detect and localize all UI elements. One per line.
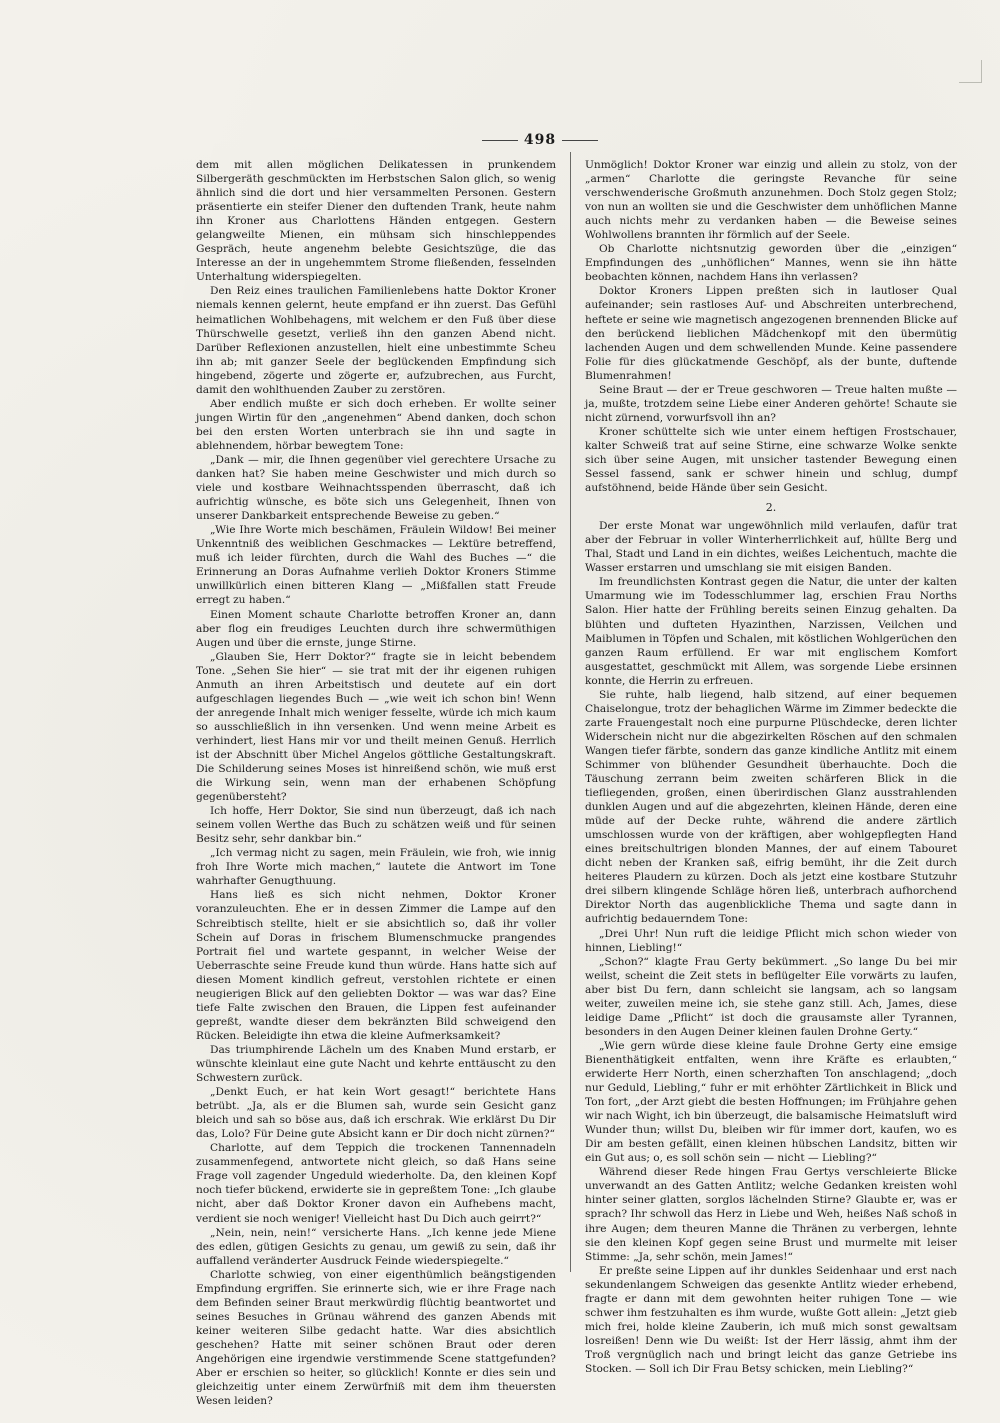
paragraph: Während dieser Rede hingen Frau Gertys verschleierte Blicke unverwandt an des Gatten Antlitz; welche Gedanken kreisten wohl hinter seiner glatten, sorglos lächelnden Stirne? Glaubte er, was er sprach? Ihr schwoll das Herz in Liebe und Weh, heißes Naß schoß in ihre Augen; dem theuren Manne die Thränen zu verbergen, lehnte sie den kleinen Kopf gegen seine Brust und murmelte mit leiser Stimme: „Ja, sehr schön, mein James!“: [585, 1166, 957, 1263]
paragraph: Er preßte seine Lippen auf ihr dunkles Seidenhaar und erst nach sekundenlangem Schweigen das gesenkte Antlitz wieder erhebend, fragte er dann mit dem gewohnten heiter ruhigen Tone — wie schwer ihm festzuhalten es ihm wurde, wußte Gott allein: „Jetzt gieb mich frei, holde kleine Zauberin, ich muß mich sonst gewaltsam losreißen! Denn wie Du weißt: Ist der Herr lässig, ahmt ihm der Troß vergnüglich nach und bringt leicht das ganze Getriebe ins Stocken. — Soll ich Dir Frau Betsy schicken, mein Liebling?“: [585, 1264, 957, 1375]
left-column: [196, 158, 556, 1408]
paragraph: Doktor Kroners Lippen preßten sich in lautloser Qual aufeinander; sein rastloses Auf- und Abschreiten unterbrechend, heftete er seine wie magnetisch angezogenen brennenden Blicke auf den berückend lieblichen Mädchenkopf mit den übermütig lachenden Augen und dem schwellenden Munde. Keine passendere Folie für dies glückatmende Geschöpf, als der bunte, duftende Blumenrahmen!: [585, 285, 957, 382]
paragraph: „Wie Ihre Worte mich beschämen, Fräulein Wildow! Bei meiner Unkenntniß des weiblichen Geschmackes — Lektüre betreffend, muß ich leider fürchten, durch die Wahl des Buches —“ die Erinnerung an Doras Aufnahme verlieh Doktor Kroners Stimme unwillkürlich einen bitteren Klang — „Mißfallen statt Freude erregt zu haben.“: [196, 524, 556, 607]
paragraph: „Nein, nein, nein!“ versicherte Hans. „Ich kenne jede Miene des edlen, gütigen Gesichts zu genau, um gewiß zu sein, daß ihr auffallend veränderter Ausdruck Feinde wiederspiegelte.“: [196, 1226, 556, 1267]
header-rule-left: [482, 140, 518, 141]
paragraph: Seine Braut — der er Treue geschworen — Treue halten mußte — ja, mußte, trotzdem seine Liebe einer Anderen gehörte! Schaute sie nicht zürnend, vorwurfsvoll ihn an?: [585, 383, 957, 424]
paragraph: „Wie gern würde diese kleine faule Drohne Gerty eine emsige Bienenthätigkeit entfalten, wenn ihre Kräfte es erlaubten,“ erwiderte Herr North, einen scherzhaften Ton anschlagend; „doch nur Geduld, Liebling,“ fuhr er mit erhöhter Zärtlichkeit in Blick und Ton fort, „der Arzt giebt die besten Hoffnungen; im Frühjahre gehen wir nach Wight, ich bin überzeugt, die balsamische Heimatsluft wird Wunder thun; willst Du, bleiben wir für immer dort, kaufen, wo es Dir am besten gefällt, einen kleinen hübschen Landsitz, bitten wir ein Gut aus; o, es soll schön sein — nicht — Liebling?“: [585, 1039, 957, 1165]
paragraph: Das triumphirende Lächeln um des Knaben Mund erstarb, er wünschte kleinlaut eine gute Nacht und kehrte enttäuscht zu den Schwestern zurück.: [196, 1043, 556, 1085]
paragraph: Im freundlichsten Kontrast gegen die Natur, die unter der kalten Umarmung wie im Todesschlummer lag, erschien Frau Norths Salon. Hier hatte der Frühling bereits seinen Einzug gehalten. Da blühten und dufteten Hyazinthen, Narzissen, Veilchen und Maiblumen in Töpfen und Schalen, mit köstlichen Wohlgerüchen den ganzen Raum erfüllend. Er war mit englischem Komfort ausgestattet, geschmückt mit Allem, was sorgende Liebe ersinnen konnte, die Herrin zu erfreuen.: [585, 576, 957, 687]
page-header: [480, 130, 600, 150]
paragraph: „Denkt Euch, er hat kein Wort gesagt!“ berichtete Hans betrübt. „Ja, als er die Blumen sah, wurde sein Gesicht ganz bleich und sah so böse aus, daß ich erschrak. Wie erklärst Du Dir das, Lolo? Für Deine gute Absicht kann er Dir doch nicht zürnen?“: [196, 1086, 556, 1141]
page-number: 498: [523, 132, 557, 148]
paragraph: Hans ließ es sich nicht nehmen, Doktor Kroner voranzuleuchten. Ehe er in dessen Zimmer die Lampe auf den Schreibtisch stellte, hielt er sie absichtlich so, daß ihr voller Schein auf Doras in frischem Blumenschmucke prangendes Portrait fiel und wartete gespannt, in welcher Weise der Ueberraschte seine Freude kund thun würde. Hans hatte sich auf diesen Moment kindlich gefreut, verstohlen richtete er einen neugierigen Blick auf den geliebten Doktor — was war das? Eine tiefe Falte zwischen den Brauen, die Lippen fest aufeinander gepreßt, wandte dieser dem bekränzten Bild schweigend den Rücken. Beleidigte ihn etwa die kleine Aufmerksamkeit?: [196, 889, 556, 1042]
paragraph: Ich hoffe, Herr Doktor, Sie sind nun überzeugt, daß ich nach seinem vollen Werthe das Buch zu schätzen weiß und für seinen Besitz sehr, sehr dankbar bin.“: [196, 805, 556, 846]
paragraph: Ob Charlotte nichtsnutzig geworden über die „einzigen“ Empfindungen des „unhöflichen“ Mannes, wenn sie ihn hätte beobachten können, nachdem Hans ihn verlassen?: [585, 243, 957, 284]
section-number: 2.: [765, 501, 777, 515]
paragraph: Der erste Monat war ungewöhnlich mild verlaufen, dafür trat aber der Februar in voller Winterherrlichkeit auf, hüllte Berg und Thal, Stadt und Land in ein dichtes, weißes Leichentuch, machte die Wasser erstarren und umschlang sie mit eisigen Banden.: [585, 520, 957, 575]
paragraph: „Schon?“ klagte Frau Gerty bekümmert. „So lange Du bei mir weilst, scheint die Zeit stets in beflügelter Eile vorwärts zu laufen, aber bist Du fern, dann schleicht sie langsam, ach so langsam weiter, zuweilen meine ich, sie stehe ganz still. Ach, James, diese leidige Dame „Pflicht“ ist doch die grausamste aller Tyrannen, besonders in den Augen Deiner kleinen faulen Drohne Gerty.“: [585, 955, 957, 1038]
paragraph: „Glauben Sie, Herr Doktor?“ fragte sie in leicht bebendem Tone. „Sehen Sie hier“ — sie trat mit der ihr eigenen ruhigen Anmuth an ihren Arbeitstisch und deutete auf ein dort aufgeschlagen liegendes Buch — „wie weit ich schon bin! Wenn der anregende Inhalt mich weniger fesselte, würde ich mich kaum so ausschließlich in ihn versenken. Und wenn meine Arbeit es verhindert, liest Hans mir vor und theilt meinen Genuß. Herrlich ist der Abschnitt über Michel Angelos göttliche Gestaltungskraft. Die Schilderung seines Moses ist hinreißend schön, wie muß erst die Wirkung sein, wenn man der erhabenen Schöpfung gegenübersteht?: [196, 650, 556, 804]
paragraph: Einen Moment schaute Charlotte betroffen Kroner an, dann aber flog ein freudiges Leuchten durch ihre schwermüthigen Augen und über die ernste, junge Stirne.: [196, 608, 556, 649]
paragraph: Kroner schüttelte sich wie unter einem heftigen Frostschauer, kalter Schweiß trat auf seine Stirne, eine schwarze Wolke senkte sich über seine Augen, mit unsicher tastender Bewegung einen Sessel fassend, sank er schwer hinein und schlug, dumpf aufstöhnend, beide Hände über sein Gesicht.: [585, 425, 957, 495]
column-divider: [570, 152, 571, 1272]
paragraph: „Ich vermag nicht zu sagen, mein Fräulein, wie froh, wie innig froh Ihre Worte mich machen,“ lautete die Antwort im Tone wahrhafter Genugthuung.: [196, 847, 556, 888]
paragraph: „Dank — mir, die Ihnen gegenüber viel gerechtere Ursache zu danken hat? Sie haben meine Geschwister und mich durch so viele und kostbare Weihnachtsspenden überrascht, daß ich aufrichtig wünsche, es böte sich uns Gelegenheit, Ihnen von unserer Dankbarkeit entsprechende Beweise zu geben.“: [196, 453, 556, 523]
header-rule-right: [562, 140, 598, 141]
paragraph: Den Reiz eines traulichen Familienlebens hatte Doktor Kroner niemals kennen gelernt, heute empfand er ihn zuerst. Das Gefühl heimatlichen Wohlbehagens, mit welchem er den Fuß über diese Thürschwelle gesetzt, verließ ihn den ganzen Abend nicht. Darüber Reflexionen anzustellen, hielt eine unbestimmte Scheu ihn ab; mit ganzer Seele der beglückenden Empfindung sich hingebend, zögerte und zögerte er, aufzubrechen, aus Furcht, damit den wohlthuenden Zauber zu zerstören.: [196, 285, 556, 396]
paragraph: dem mit allen möglichen Delikatessen in prunkendem Silbergeräth geschmückten im Herbstschen Salon glich, so wenig ähnlich sind die dort und hier versammelten Personen. Gestern präsentierte ein steifer Diener den duftenden Trank, heute nahm ihn Kroner aus Charlottens Händen entgegen. Gestern gelangweilte Mienen, ein mühsam sich hinschleppendes Gespräch, heute angenehm belebte Gesichtszüge, die das Interesse an der in ungehemmtem Strome fließenden, fesselnden Unterhaltung widerspiegelten.: [196, 159, 556, 284]
paragraph: Unmöglich! Doktor Kroner war einzig und allein zu stolz, von der „armen“ Charlotte die geringste Revanche für seine verschwenderische Großmuth anzunehmen. Doch Stolz gegen Stolz; von nun an wollten sie und die Geschwister dem unhöflichen Manne auch nichts mehr zu verdanken haben — die Beweise seines Wohlwollens brannten ihr förmlich auf der Seele.: [585, 159, 957, 242]
paragraph: Charlotte, auf dem Teppich die trockenen Tannennadeln zusammenfegend, antwortete nicht gleich, so daß Hans seine Frage voll zagender Ungeduld wiederholte. Da, den kleinen Kopf noch tiefer bückend, erwiderte sie in gepreßtem Tone: „Ich glaube nicht, aber daß Doktor Kroner davon ein Aufhebens macht, verdient sie noch weniger! Vielleicht hast Du Dich auch geirrt?“: [196, 1142, 556, 1225]
crop-mark: [959, 60, 982, 83]
right-column: [585, 158, 957, 1375]
paragraph: Aber endlich mußte er sich doch erheben. Er wollte seiner jungen Wirtin für den „angenehmen“ Abend danken, doch schon bei den ersten Worten unterbrach sie ihn und sagte in ablehnendem, hörbar bewegtem Tone:: [196, 397, 556, 452]
paragraph: Charlotte schwieg, von einer eigenthümlich beängstigenden Empfindung ergriffen. Sie erinnerte sich, wie er ihre Frage nach dem Befinden seiner Braut merkwürdig flüchtig beantwortet und seines Besuches in Grünau während des ganzen Abends mit keiner weiteren Silbe gedacht hatte. War dies absichtlich geschehen? Hatte mit seiner schönen Braut oder deren Angehörigen eine irgendwie verstimmende Scene stattgefunden? Aber er erschien so heiter, so glücklich! Konnte er dies sein und gleichzeitig unter einem Zerwürfniß mit dem ihm theuersten Wesen leiden?: [196, 1268, 556, 1408]
paragraph: „Drei Uhr! Nun ruft die leidige Pflicht mich schon wieder von hinnen, Liebling!“: [585, 927, 957, 954]
paragraph: Sie ruhte, halb liegend, halb sitzend, auf einer bequemen Chaiselongue, trotz der behaglichen Wärme im Zimmer bedeckte die zarte Frauengestalt noch eine purpurne Plüschdecke, deren lichter Widerschein nicht nur die abgezirkelten Röschen auf den schmalen Wangen tiefer färbte, sondern das ganze kindliche Antlitz mit einem Schimmer von blühender Gesundheit überhauchte. Doch die Täuschung zerrann beim zweiten schärferen Blick in die tiefliegenden, großen, einen überirdischen Glanz ausstrahlenden dunklen Augen und auf die abgezehrten, kleinen Hände, deren eine müde auf der Decke ruhte, während die andere zärtlich umschlossen wurde von der kräftigen, aber wohlgepflegten Hand eines breitschultrigen blonden Mannes, der auf einem Tabouret dicht neben der Kranken saß, eifrig bemüht, ihr die Zeit durch heiteres Plaudern zu kürzen. Doch als jetzt eine kostbare Stutzuhr drei silbern klingende Schläge hören ließ, unterbrach aufhorchend Direktor North das augenblickliche Thema und sagte dann in aufrichtig bedauerndem Tone:: [585, 688, 957, 926]
